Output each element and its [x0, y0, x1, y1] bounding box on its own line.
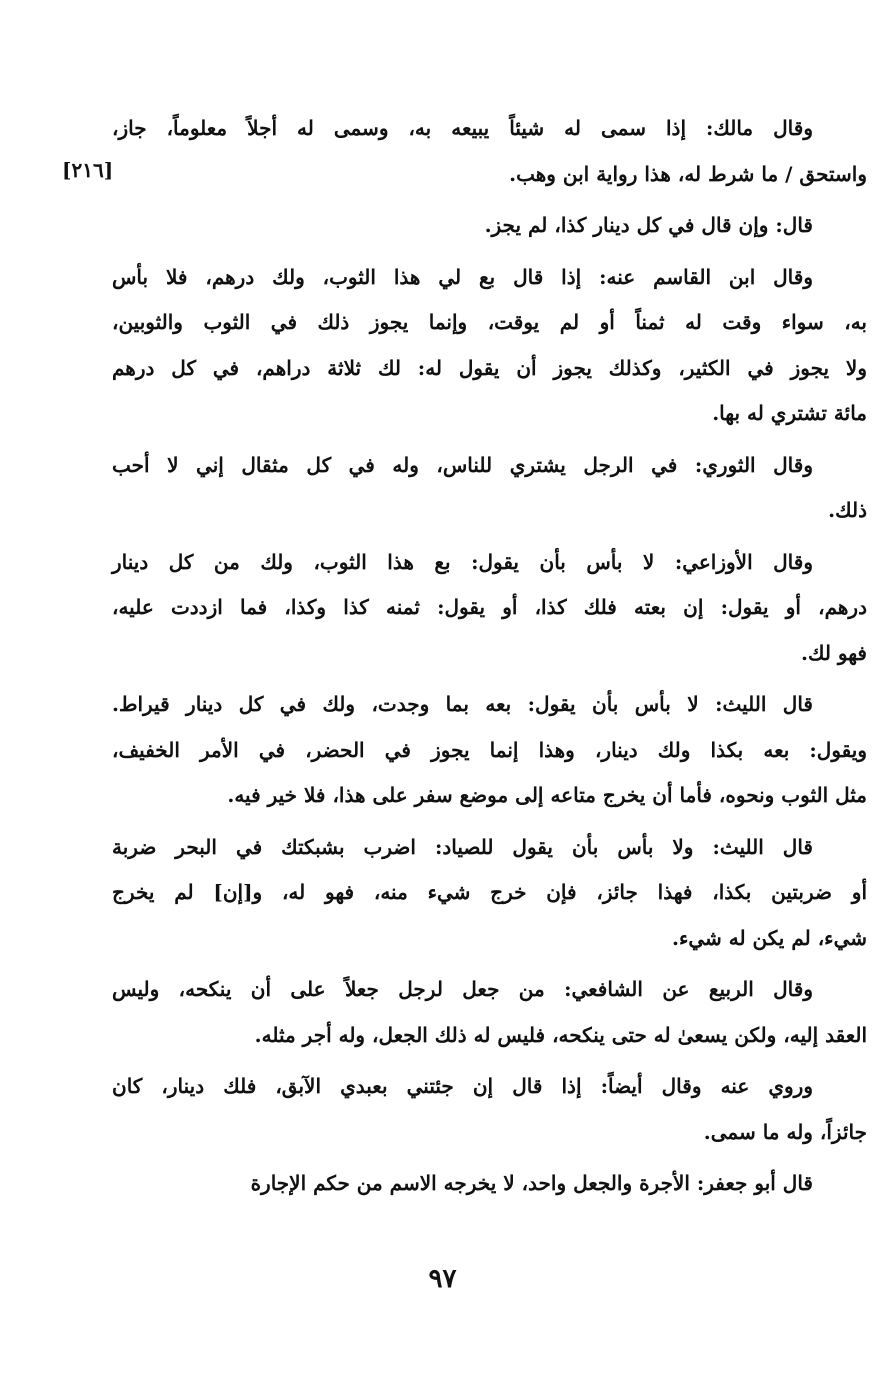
- text-line: قال الليث: ولا بأس بأن يقول للصياد: اضرب بشبكتك في البحر ضربة: [112, 834, 813, 859]
- text-line: ويقول: بعه بكذا ولك دينار، وهذا إنما يجوز في الحضر، في الأمر الخفيف،: [112, 737, 867, 762]
- paragraph: [112, 1161, 867, 1207]
- text-line: ولا يجوز في الكثير، وكذلك يجوز أن يقول له: لك ثلاثة دراهم، في كل درهم: [112, 355, 867, 380]
- text-line: وقال مالك: إذا سمى له شيئاً يبيعه به، وسمى له أجلاً معلوماً، جاز،: [112, 116, 813, 140]
- text-line: وقال الربيع عن الشافعي: من جعل لرجل جعلاً على أن ينكحه، وليس: [112, 977, 813, 1001]
- margin-folio-reference: [٢١٦]: [62, 158, 114, 182]
- text-line: قال الليث: لا بأس بأن يقول: بعه بما وجدت، ولك في كل دينار قيراط.: [112, 692, 813, 716]
- text-line: درهم، أو يقول: إن بعته فلك كذا، أو يقول: ثمنه كذا وكذا، فما ازددت عليه،: [112, 595, 867, 619]
- text-line: مائة تشتري له بها.: [712, 401, 867, 425]
- text-line: ذلك.: [828, 498, 867, 522]
- text-line: وقال ابن القاسم عنه: إذا قال بع لي هذا الثوب، ولك درهم، فلا بأس: [112, 264, 813, 289]
- text-line: أو ضربتين بكذا، فهذا جائز، فإن خرج شيء منه، فهو له، و[إن] لم يخرج: [112, 880, 867, 904]
- paragraph: [112, 540, 867, 677]
- paragraph: [112, 967, 867, 1058]
- text-line: العقد إليه، ولكن يسعىٰ له حتى ينكحه، فليس له ذلك الجعل، وله أجر مثله.: [254, 1022, 867, 1047]
- paragraph: [112, 1064, 867, 1155]
- text-line: جائزاً، وله ما سمى.: [703, 1119, 867, 1144]
- text-line: مثل الثوب ونحوه، فأما أن يخرج متاعه إلى موضع سفر على هذا، فلا خير فيه.: [227, 783, 867, 807]
- text-line: قال أبو جعفر: الأجرة والجعل واحد، لا يخرجه الاسم من حكم الإجارة: [250, 1171, 813, 1195]
- text-line: فهو لك.: [801, 640, 867, 665]
- paragraph: [112, 825, 867, 962]
- page-number: ٩٧: [428, 1264, 457, 1294]
- text-line: واستحق / ما شرط له، هذا رواية ابن وهب.: [509, 161, 867, 186]
- text-line: وروي عنه وقال أيضاً: إذا قال إن جئتني بعبدي الآبق، فلك دينار، كان: [112, 1074, 813, 1098]
- paragraph: [112, 203, 867, 249]
- text-line: به، سواء وقت له ثمناً أو لم يوقت، وإنما يجوز ذلك في الثوب والثوبين،: [112, 310, 867, 334]
- paragraph: [112, 255, 867, 437]
- paragraph: [112, 443, 867, 534]
- text-line: شيء، لم يكن له شيء.: [672, 925, 867, 950]
- paragraph: [112, 106, 867, 197]
- text-line: وقال الأوزاعي: لا بأس بأن يقول: بع هذا الثوب، ولك من كل دينار: [112, 549, 813, 574]
- text-line: وقال الثوري: في الرجل يشتري للناس، وله في كل مثقال إني لا أحب: [112, 452, 813, 477]
- main-text-block: [112, 106, 867, 1207]
- text-line: قال: وإن قال في كل دينار كذا، لم يجز.: [484, 213, 813, 237]
- paragraph: [112, 682, 867, 819]
